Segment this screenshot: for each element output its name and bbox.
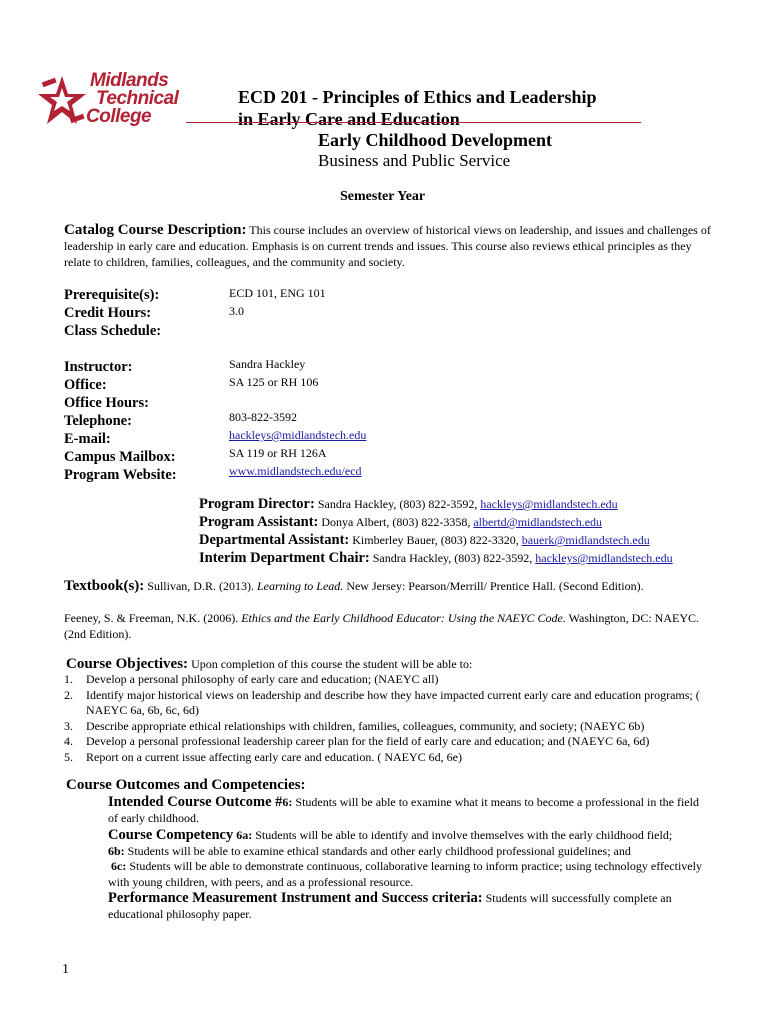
contact-program-assistant <box>199 513 602 531</box>
prereq-value: ECD 101, ENG 101 <box>229 286 326 300</box>
outcome-number: 6: <box>282 795 293 809</box>
contact-details: Kimberley Bauer, (803) 822-3320, <box>352 533 522 547</box>
telephone-value: 803-822-3592 <box>229 410 297 424</box>
item-number: 1. <box>64 672 73 686</box>
objectives-header <box>66 656 716 672</box>
item-number: 2. <box>64 687 73 702</box>
list-item <box>64 719 714 735</box>
textbook-2 <box>64 610 714 642</box>
telephone-label: Telephone: <box>64 413 132 429</box>
credit-label: Credit Hours: <box>64 305 152 321</box>
competency-6c-label: 6c: <box>111 859 127 873</box>
division-name: Business and Public Service <box>318 151 511 170</box>
outcomes-heading: Course Outcomes and Competencies: <box>66 777 306 793</box>
list-item <box>64 672 714 688</box>
contact-email-link[interactable]: albertd@midlandstech.edu <box>473 515 603 529</box>
logo-line-3: College <box>86 106 152 127</box>
contact-department-chair <box>199 549 673 567</box>
contact-label: Interim Department Chair: <box>199 550 370 566</box>
website-link[interactable]: www.midlandstech.edu/ecd <box>229 464 362 478</box>
course-title-line-2: in Early Care and Education <box>238 109 460 129</box>
objectives-intro: Upon completion of this course the student will be able to: <box>191 657 473 671</box>
contact-label: Program Assistant: <box>199 514 319 530</box>
description-label: Catalog Course Description: <box>64 222 247 238</box>
performance-measurement <box>108 891 708 922</box>
course-title: ECD 201 - Principles of Ethics and Leadership <box>238 87 597 107</box>
program-name: Early Childhood Development <box>318 130 553 150</box>
book1-title: Learning to Lead. <box>256 579 344 593</box>
contact-label: Program Director: <box>199 496 315 512</box>
textbook-1 <box>64 578 714 594</box>
mailbox-label: Campus Mailbox: <box>64 449 176 465</box>
item-text: Develop a personal professional leadership career plan for the field of early care and education; and (NAEYC 6a, 6d) <box>86 734 650 748</box>
credit-value: 3.0 <box>229 304 244 318</box>
office-hours-label: Office Hours: <box>64 395 149 411</box>
star-logo-icon <box>36 72 88 132</box>
contact-label: Departmental Assistant: <box>199 532 350 548</box>
logo-wordmark <box>86 70 179 127</box>
schedule-label: Class Schedule: <box>64 323 162 339</box>
contact-email-link[interactable]: hackleys@midlandstech.edu <box>535 551 673 565</box>
performance-label: Performance Measurement Instrument and Success criteria: <box>108 890 483 906</box>
description-text: This course includes an overview of historical views on leadership, and issues and challenges of leadership in early care and education. Emphasis is on current trends and issues. This course also reviews ethical principles as they relate to children, families, colleagues, and the community and society. <box>64 223 711 269</box>
competency-6c-text: Students will be able to demonstrate continuous, collaborative learning to inform practice; using technology effectively with young children, with peers, and as a professional resource. <box>108 859 702 889</box>
book2-title: Ethics and the Early Childhood Educator: Using the NAEYC Code. <box>241 611 566 625</box>
outcome-text: Students will be able to examine what it means to become a professional in the field of early childhood. <box>108 795 699 825</box>
instructor-value: Sandra Hackley <box>229 357 306 371</box>
contact-details: Donya Albert, (803) 822-3358, <box>321 515 474 529</box>
prereq-label: Prerequisite(s): <box>64 287 160 303</box>
item-text: Describe appropriate ethical relationships with children, families, colleagues, community, and society; (NAEYC 6b) <box>86 718 645 733</box>
competency-6b-text: Students will be able to examine ethical standards and other early childhood professional guidelines; and <box>124 843 631 858</box>
logo-line-1: Midlands <box>90 70 169 91</box>
catalog-description <box>64 222 714 270</box>
instructor-label: Instructor: <box>64 359 133 375</box>
competency-6a-label: 6a: <box>236 828 253 842</box>
semester-label: Semester Year <box>340 189 426 204</box>
email-label: E-mail: <box>64 431 111 447</box>
course-competency <box>108 828 708 890</box>
list-item <box>64 688 714 719</box>
mailbox-value: SA 119 or RH 126A <box>229 446 327 460</box>
item-text: Report on a current issue affecting early care and education. ( NAEYC 6d, 6e) <box>86 749 462 764</box>
book1-author: Sullivan, D.R. (2013). <box>147 579 257 593</box>
contact-email-link[interactable]: hackleys@midlandstech.edu <box>480 497 618 511</box>
office-label: Office: <box>64 377 107 393</box>
textbooks-label: Textbook(s): <box>64 578 145 594</box>
college-logo <box>36 72 186 132</box>
book2-author: Feeney, S. & Freeman, N.K. (2006). <box>64 611 242 625</box>
item-number: 4. <box>64 734 73 748</box>
item-number: 3. <box>64 718 73 733</box>
item-text: Identify major historical views on leadership and describe how they have impacted current early care and education programs; ( NAEYC 6a, 6b, 6c, 6d) <box>86 687 700 717</box>
item-text: Develop a personal philosophy of early care and education; (NAEYC all) <box>86 672 439 686</box>
competency-label: Course Competency <box>108 827 234 843</box>
intended-outcome <box>108 795 708 826</box>
page-number: 1 <box>62 962 69 977</box>
contact-details: Sandra Hackley, (803) 822-3592, <box>317 497 481 511</box>
contact-program-director <box>199 495 618 513</box>
contact-departmental-assistant <box>199 531 650 549</box>
competency-6a-text: Students will be able to identify and involve themselves with the early childhood field; <box>252 828 673 842</box>
logo-line-2: Technical <box>96 88 179 109</box>
list-item <box>64 734 714 750</box>
book1-publisher: New Jersey: Pearson/Merrill/ Prentice Hall. (Second Edition). <box>343 579 644 593</box>
item-number: 5. <box>64 749 73 764</box>
office-value: SA 125 or RH 106 <box>229 375 319 389</box>
performance-text: Students will successfully complete an educational philosophy paper. <box>108 891 672 921</box>
objectives-label: Course Objectives: <box>66 656 189 672</box>
contact-details: Sandra Hackley, (803) 822-3592, <box>372 551 536 565</box>
email-link[interactable]: hackleys@midlandstech.edu <box>229 428 367 442</box>
contact-email-link[interactable]: bauerk@midlandstech.edu <box>521 533 650 547</box>
competency-6b-label: 6b: <box>108 843 125 858</box>
website-label: Program Website: <box>64 467 177 483</box>
outcome-label: Intended Course Outcome # <box>108 794 283 810</box>
book2-publisher: Washington, DC: NAEYC. (2nd Edition). <box>64 611 699 641</box>
objectives-list <box>64 672 714 765</box>
title-divider <box>186 122 641 123</box>
list-item <box>64 750 714 766</box>
